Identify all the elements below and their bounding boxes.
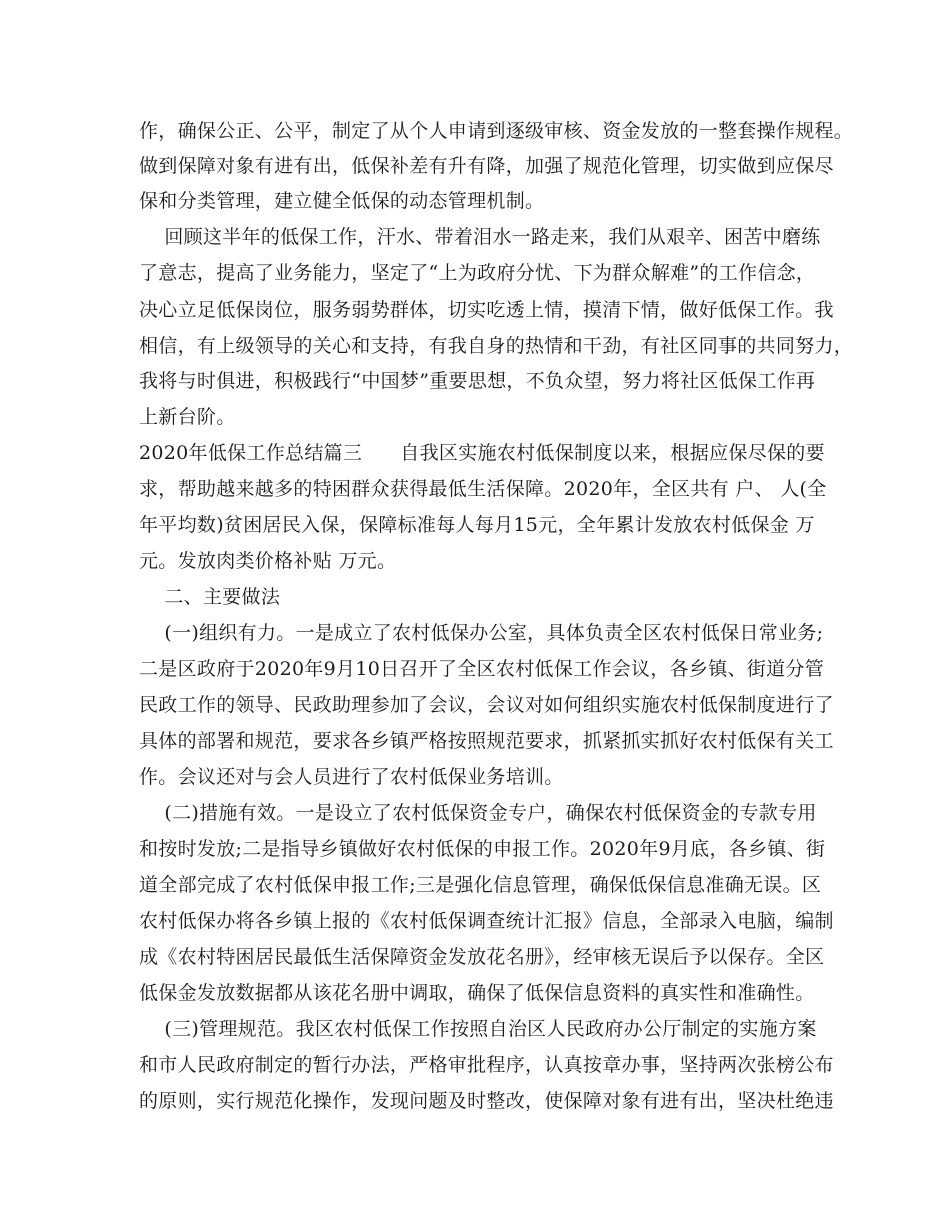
text-line: 和市人民政府制定的暂行办法，严格审批程序，认真按章办事，坚持两次张榜公布 <box>139 1054 834 1076</box>
text-line: 2020年低保工作总结篇三 自我区实施农村低保制度以来，根据应保尽保的要 <box>139 442 825 464</box>
text-line: 和按时发放;二是指导乡镇做好农村低保的申报工作。2020年9月底，各乡镇、街 <box>139 838 826 860</box>
text-line: 作。会议还对与会人员进行了农村低保业务培训。 <box>139 766 564 788</box>
text-line: 道全部完成了农村低保申报工作;三是强化信息管理，确保低保信息准确无误。区 <box>139 874 822 896</box>
text-line: 上新台阶。 <box>139 406 236 428</box>
text-line: 低保金发放数据都从该花名册中调取，确保了低保信息资料的真实性和准确性。 <box>139 982 815 1004</box>
text-line: 元。发放肉类价格补贴 万元。 <box>139 550 397 572</box>
text-line: (一)组织有力。一是成立了农村低保办公室，具体负责全区农村低保日常业务; <box>139 622 824 644</box>
text-line: 的原则，实行规范化操作，发现问题及时整改，使保障对象有进有出，坚决杜绝违 <box>139 1090 834 1112</box>
text-line: 二、主要做法 <box>139 586 281 608</box>
text-line: 二是区政府于2020年9月10日召开了全区农村低保工作会议，各乡镇、街道分管 <box>139 658 825 680</box>
text-line: 我将与时俱进，积极践行“中国梦”重要思想，不负众望，努力将社区低保工作再 <box>139 370 816 392</box>
text-line: 民政工作的领导、民政助理参加了会议，会议对如何组织实施农村低保制度进行了 <box>139 694 834 716</box>
text-line: (二)措施有效。一是设立了农村低保资金专户，确保农村低保资金的专款专用 <box>139 802 817 824</box>
text-line: 回顾这半年的低保工作，汗水、带着泪水一路走来，我们从艰辛、困苦中磨练 <box>139 226 821 248</box>
text-line: 了意志，提高了业务能力，坚定了“上为政府分忧、下为群众解难”的工作信念， <box>139 262 816 284</box>
text-line: 做到保障对象有进有出，低保补差有升有降，加强了规范化管理，切实做到应保尽 <box>139 155 834 177</box>
text-line: 相信，有上级领导的关心和支持，有我自身的热情和干劲，有社区同事的共同努力， <box>139 335 854 357</box>
text-line: 决心立足低保岗位，服务弱势群体，切实吃透上情，摸清下情，做好低保工作。我 <box>139 299 834 321</box>
text-line: 年平均数)贫困居民入保，保障标准每人每月15元，全年累计发放农村低保金 万 <box>139 514 815 536</box>
text-line: 求，帮助越来越多的特困群众获得最低生活保障。2020年，全区共有 户、 人(全 <box>139 478 827 500</box>
text-line: 保和分类管理，建立健全低保的动态管理机制。 <box>139 190 545 212</box>
text-line: 成《农村特困居民最低生活保障资金发放花名册》，经审核无误后予以保存。全区 <box>139 946 825 968</box>
text-line: 农村低保办将各乡镇上报的《农村低保调查统计汇报》信息，全部录入电脑，编制 <box>139 910 834 932</box>
text-line: 具体的部署和规范，要求各乡镇严格按照规范要求，抓紧抓实抓好农村低保有关工 <box>139 730 834 752</box>
text-line: 作，确保公正、公平，制定了从个人申请到逐级审核、资金发放的一整套操作规程。 <box>139 120 854 142</box>
text-line: (三)管理规范。我区农村低保工作按照自治区人民政府办公厅制定的实施方案 <box>139 1018 817 1040</box>
